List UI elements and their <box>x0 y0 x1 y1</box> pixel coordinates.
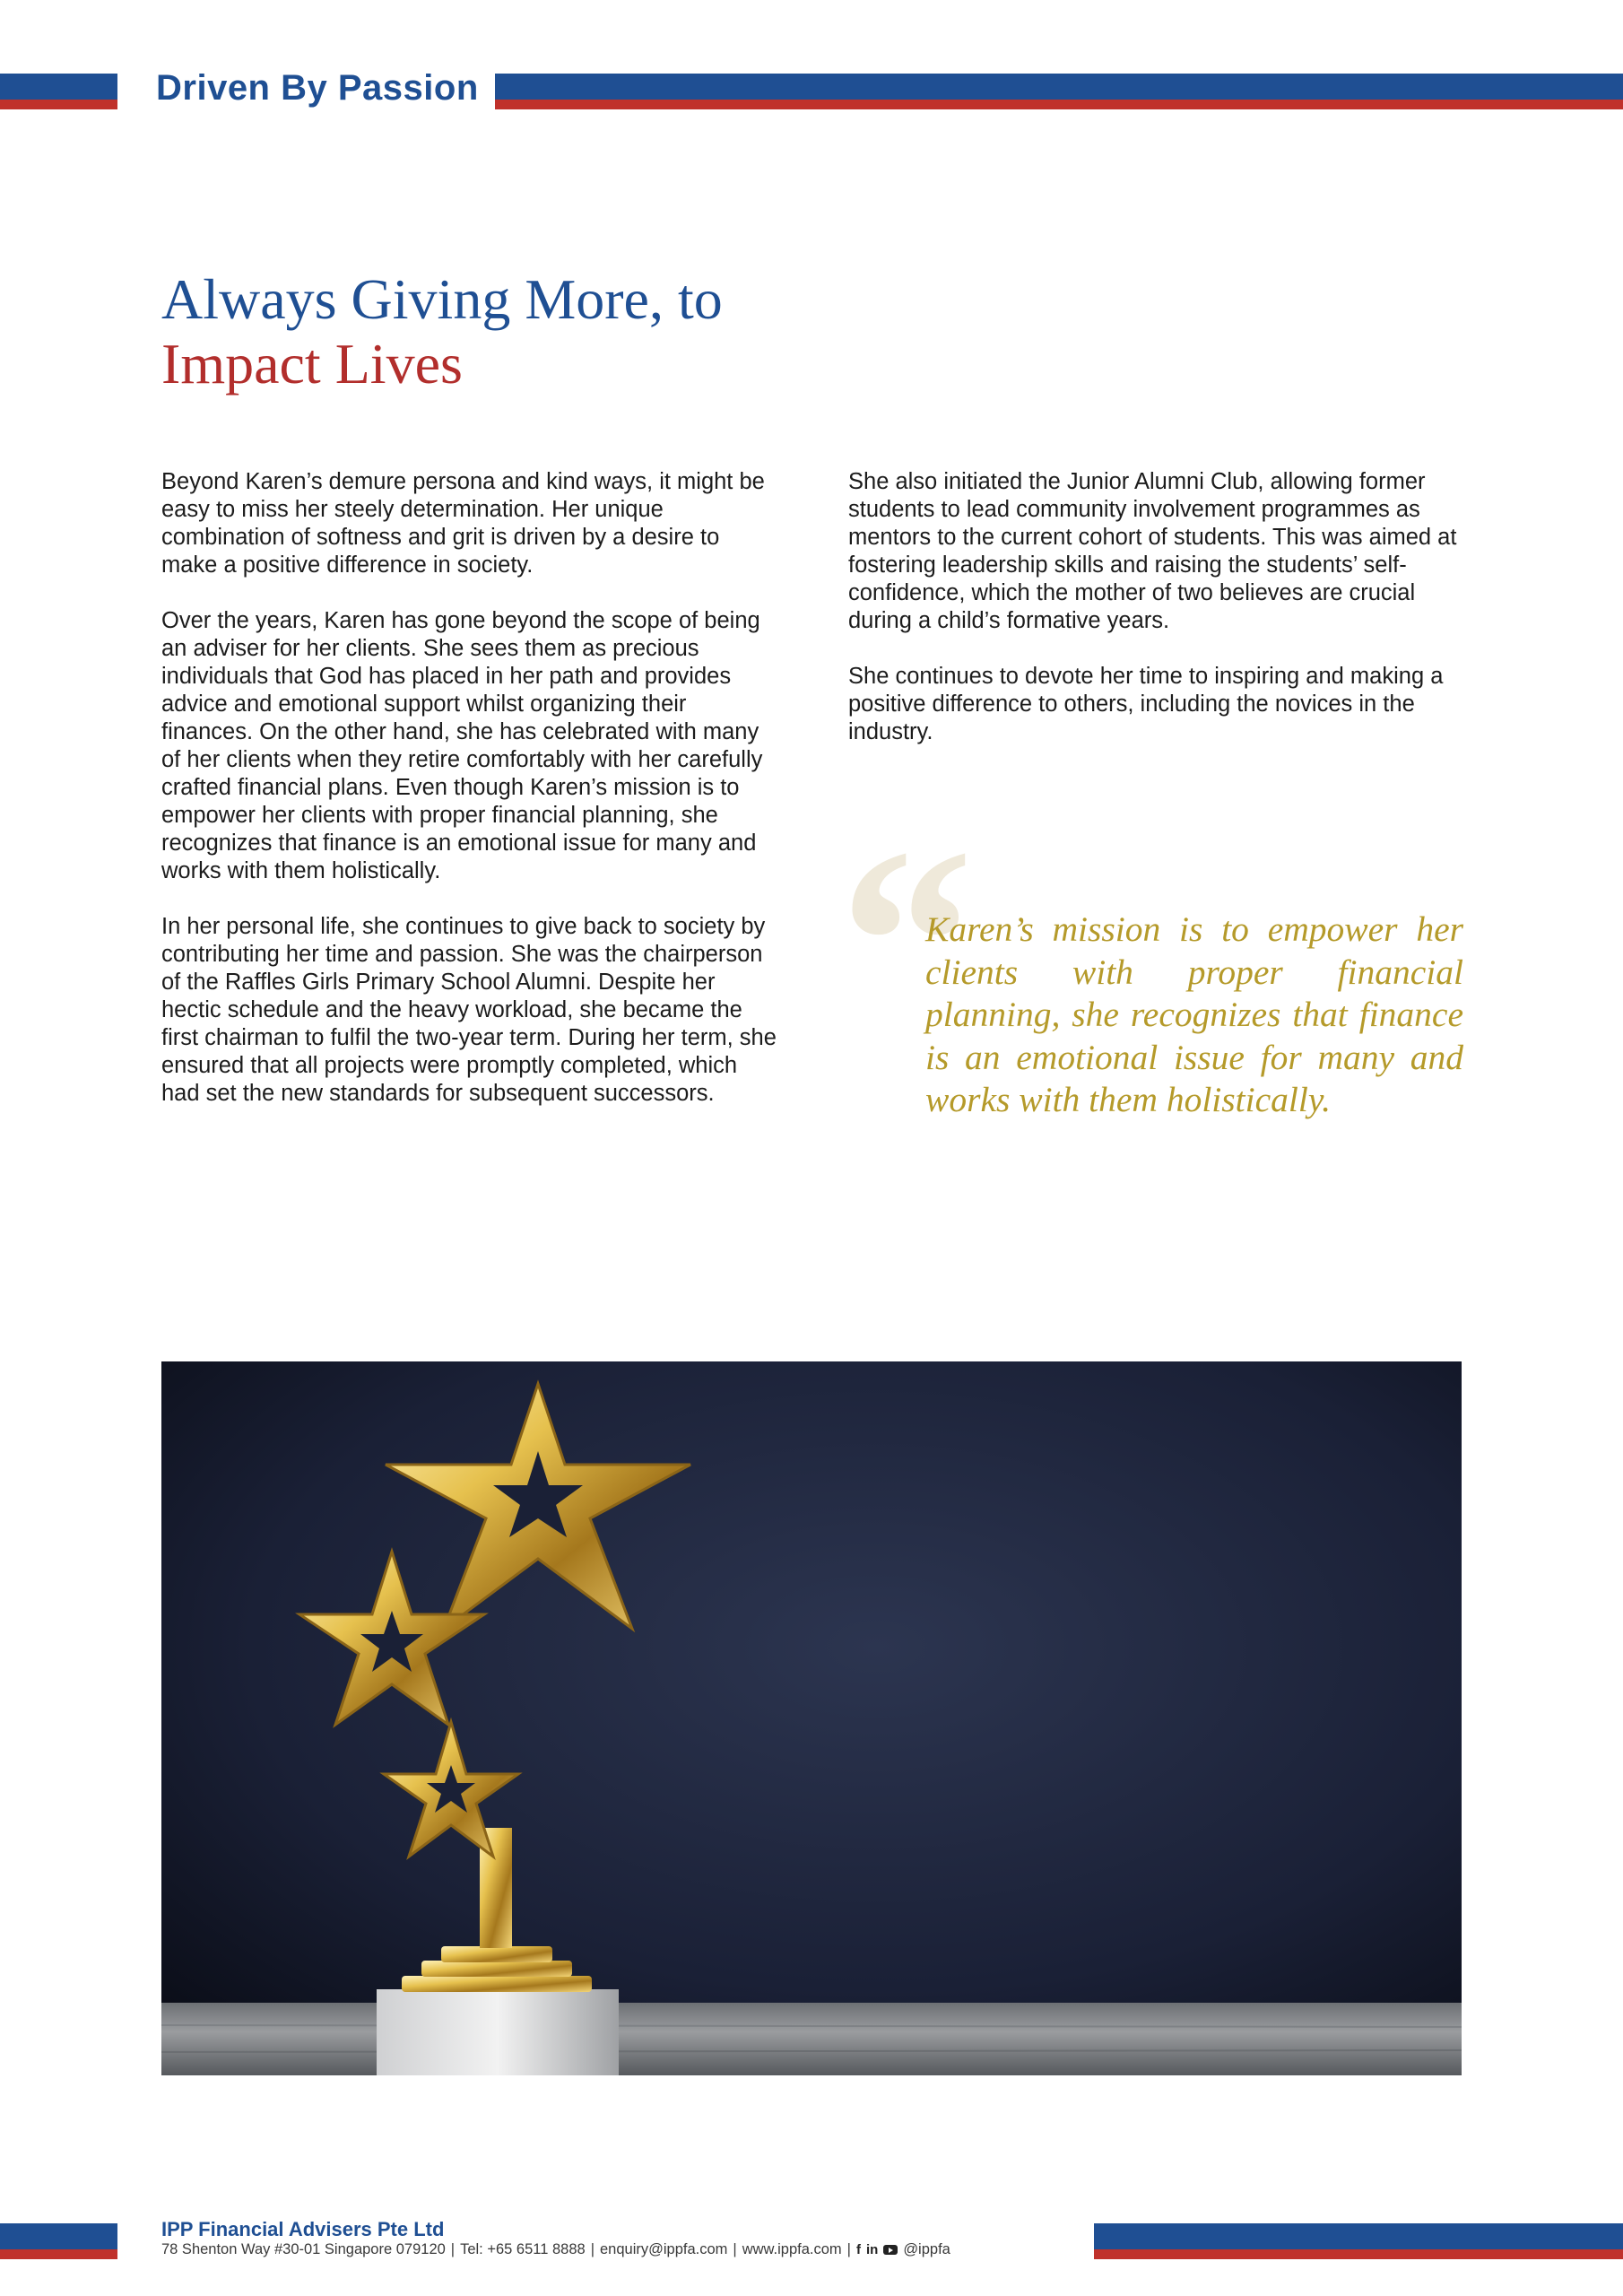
pull-quote: Karen’s mission is to empower her clients with proper financial planning, she recognizes that finance is an emotional issue for many and works with them holistically. <box>925 909 1463 1119</box>
separator: | <box>733 2241 737 2257</box>
footer-website-link[interactable]: www.ippfa.com <box>742 2241 842 2257</box>
header-bar-left <box>0 74 117 109</box>
separator: | <box>846 2241 851 2257</box>
headline-line-2: Impact Lives <box>161 332 463 396</box>
body-paragraph: Beyond Karen’s demure persona and kind ways, it might be easy to miss her steely determination. Her unique combination of softness and grit is driven by a desire to make a positive difference in society. <box>161 469 765 578</box>
separator: | <box>590 2241 595 2257</box>
body-paragraph: Over the years, Karen has gone beyond the scope of being an adviser for her clients. She sees them as precious individuals that God has placed in her path and provides advice and emotional support whilst organizing their finances. On the other hand, she has celebrated with many of her clients when they retire comfortably with her carefully crafted financial plans. Even though Karen’s mission is to empower her clients with proper financial planning, she recognizes that finance is an emotional issue for many and works with them holistically. <box>161 608 763 883</box>
youtube-icon[interactable] <box>883 2245 898 2255</box>
body-paragraph: She also initiated the Junior Alumni Club, allowing former students to lead community involvement programmes as mentors to the current cohort of students. This was aimed at fostering leadership skills and raising the students’ self-confidence, which the mother of two believes are crucial during a child’s formative years. <box>848 469 1457 633</box>
article-headline <box>161 267 968 396</box>
linkedin-icon[interactable]: in <box>865 2242 879 2257</box>
footer-email-link[interactable]: enquiry@ippfa.com <box>600 2241 728 2257</box>
footer-contact-line <box>161 2241 950 2258</box>
header-bar-right <box>495 74 1623 109</box>
quote-mark-icon: “ <box>839 793 974 1091</box>
footer-company-name: IPP Financial Advisers Pte Ltd <box>161 2218 445 2240</box>
facebook-icon[interactable]: f <box>855 2242 861 2257</box>
footer-bar-left <box>0 2223 117 2259</box>
body-paragraph: In her personal life, she continues to give back to society by contributing her time and passion. She was the chairperson of the Raffles Girls Primary School Alumni. Despite her hectic schedule and the heavy workload, she became the first chairman to fulfil the two-year term. During her term, she ensured that all projects were promptly completed, which had set the new standards for subsequent successors. <box>161 914 777 1106</box>
footer-address: 78 Shenton Way #30-01 Singapore 079120 <box>161 2241 446 2257</box>
trophy-stars-photo <box>161 1361 1462 2075</box>
footer-social-handle: @ippfa <box>903 2241 950 2257</box>
right-column <box>848 468 1458 774</box>
separator: | <box>450 2241 456 2257</box>
section-title: Driven By Passion <box>156 68 479 108</box>
footer-phone: Tel: +65 6511 8888 <box>460 2241 586 2257</box>
body-paragraph: She continues to devote her time to inspiring and making a positive difference to others, including the novices in the industry. <box>848 664 1444 744</box>
headline-line-1: Always Giving More, to <box>161 267 723 331</box>
footer-bar-right <box>1094 2223 1623 2259</box>
left-column <box>161 468 780 1135</box>
